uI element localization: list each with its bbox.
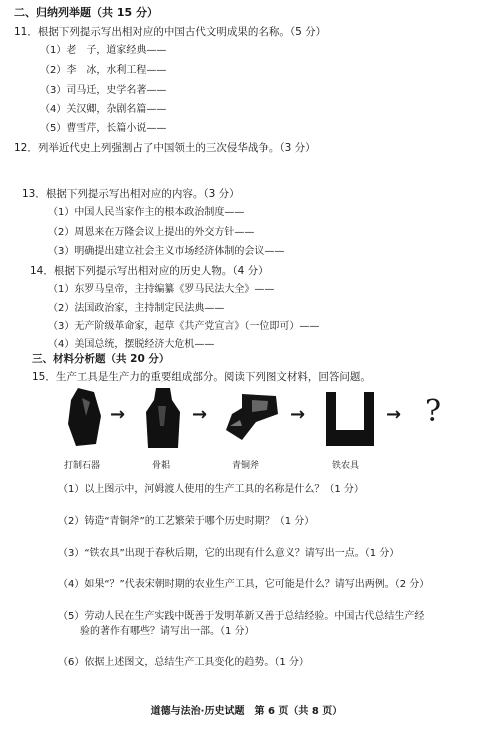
- q15-sub-6: （6）依据上述图文，总结生产工具变化的趋势。（1 分）: [58, 657, 309, 668]
- q13-item-3: （3）明确提出建立社会主义市场经济体制的会议——: [48, 246, 285, 257]
- tool-label-bone: 骨耜: [152, 461, 171, 471]
- page-footer: 道德与法治·历史试题 第 6 页（共 8 页）: [150, 706, 343, 717]
- arrow-3-icon: →: [290, 404, 306, 425]
- q13-item-2: （2）周恩来在万隆会议上提出的外交方针——: [48, 227, 255, 238]
- bone-spade-image: [142, 386, 184, 450]
- q13-item-1: （1）中国人民当家作主的根本政治制度——: [48, 207, 245, 218]
- tool-label-bronze: 青铜斧: [232, 461, 260, 471]
- arrow-4-icon: →: [386, 404, 402, 425]
- q11-item-1: （1）老 子，道家经典——: [40, 45, 167, 56]
- q14-item-1: （1）东罗马皇帝，主持编纂《罗马民法大全》——: [48, 284, 275, 295]
- unknown-tool-mark: ?: [425, 394, 442, 429]
- q15-sub-2: （2）铸造“青铜斧”的工艺繁荣于哪个历史时期？（1 分）: [58, 516, 315, 527]
- tool-label-iron: 铁农具: [332, 461, 360, 471]
- production-tools-figure: [0, 382, 493, 477]
- tool-label-stone: 打制石器: [64, 461, 101, 471]
- section-3-heading: 三、材料分析题（共 20 分）: [32, 353, 170, 365]
- iron-tool-image: [322, 390, 378, 448]
- q15-stem: 15．生产工具是生产力的重要组成部分。阅读下列图文材料，回答问题。: [32, 371, 371, 383]
- q11-stem: 11．根据下列提示写出相对应的中国古代文明成果的名称。（5 分）: [14, 26, 327, 38]
- bronze-axe-image: [222, 392, 280, 444]
- stone-tool-image: [64, 386, 104, 448]
- q11-item-2: （2）李 冰，水利工程——: [40, 65, 167, 76]
- q14-item-4: （4）美国总统，摆脱经济大危机——: [48, 339, 215, 350]
- q11-item-3: （3）司马迁，史学名著——: [40, 85, 167, 96]
- q14-item-3: （3）无产阶级革命家，起草《共产党宣言》（一位即可）——: [48, 321, 320, 332]
- q15-sub-4: （4）如果“？”代表宋朝时期的农业生产工具，它可能是什么？请写出两例。（2 分）: [58, 579, 430, 590]
- q15-sub-5-line-1: （5）劳动人民在生产实践中既善于发明革新又善于总结经验。中国古代总结生产经: [58, 611, 425, 622]
- arrow-2-icon: →: [192, 404, 208, 425]
- q12-stem: 12．列举近代史上列强割占了中国领土的三次侵华战争。（3 分）: [14, 142, 316, 154]
- q15-sub-3: （3）“铁农具”出现于春秋后期，它的出现有什么意义？请写出一点。（1 分）: [58, 548, 400, 559]
- arrow-1-icon: →: [110, 404, 126, 425]
- q14-item-2: （2）法国政治家，主持制定民法典——: [48, 303, 225, 314]
- q13-stem: 13．根据下列提示写出相对应的内容。（3 分）: [22, 188, 240, 200]
- section-2-heading: 二、归纳列举题（共 15 分）: [14, 6, 158, 19]
- q14-stem: 14．根据下列提示写出相对应的历史人物。（4 分）: [30, 265, 269, 277]
- q15-sub-5-line-2: 验的著作有哪些？请写出一部。（1 分）: [80, 626, 255, 637]
- q11-item-5: （5）曹雪芹，长篇小说——: [40, 123, 167, 134]
- q15-sub-1: （1）以上图示中，河姆渡人使用的生产工具的名称是什么？（1 分）: [58, 484, 364, 495]
- q11-item-4: （4）关汉卿，杂剧名篇——: [40, 104, 167, 115]
